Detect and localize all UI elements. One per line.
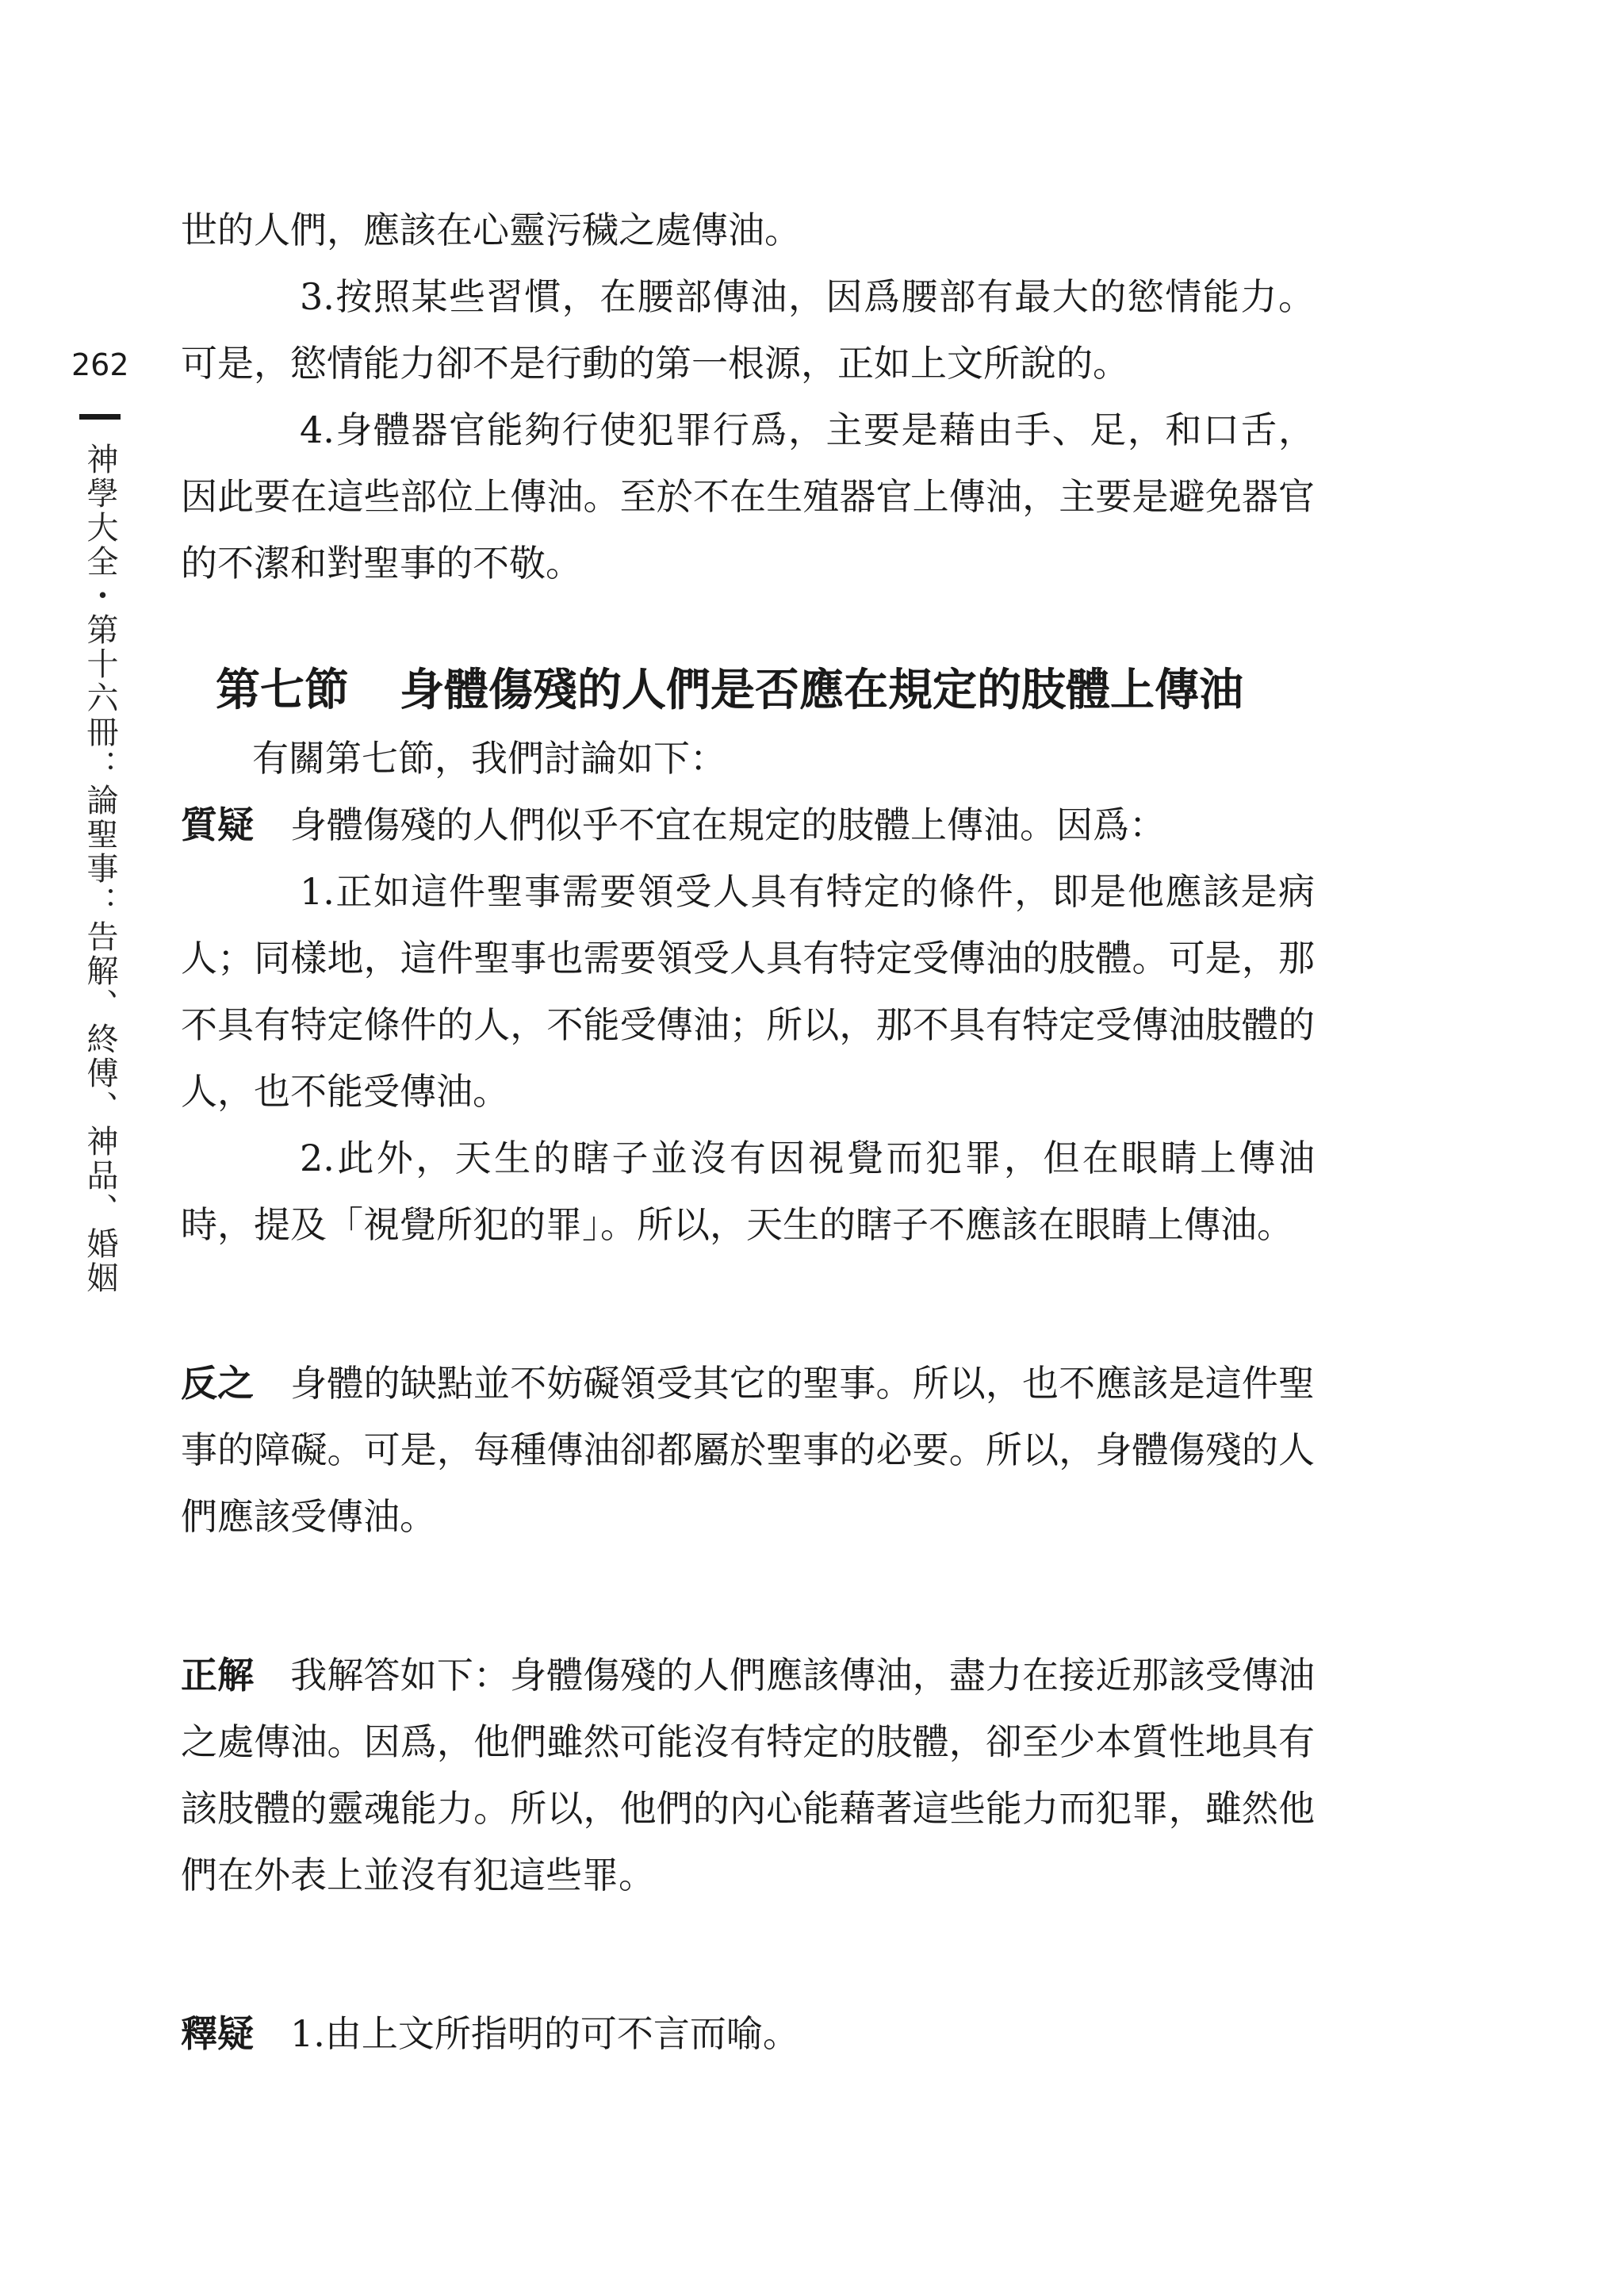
objection-2: 2.此外，天生的瞎子並沒有因視覺而犯罪，但在眼睛上傳油時，提及「視覺所犯的罪」。所以，天生的瞎子不應該在眼睛上傳油。 bbox=[181, 1137, 1315, 1246]
contrary-text: 身體的缺點並不妨礙領受其它的聖事。所以，也不應該是這件聖事的障礙。可是，每種傳油卻都屬於聖事的必要。所以，身體傷殘的人們應該受傳油。 bbox=[181, 1362, 1316, 1538]
replies-label: 釋疑 bbox=[181, 2012, 254, 2055]
paragraph-point-3: 3.按照某些習慣，在腰部傳油，因爲腰部有最大的慾情能力。可是，慾情能力卻不是行動的第一根源，正如上文所說的。 bbox=[181, 275, 1315, 385]
answer-label: 正解 bbox=[181, 1654, 255, 1697]
section-title: 身體傷殘的人們是否應在規定的肢體上傳油 bbox=[400, 664, 1243, 716]
answer-text: 我解答如下：身體傷殘的人們應該傳油，盡力在接近那該受傳油之處傳油。因爲，他們雖然可能沒有特定的肢體，卻至少本質性地具有該肢體的靈魂能力。所以，他們的內心能藉著這些能力而犯罪，雖然他們在外表上並沒有犯這些罪。 bbox=[181, 1654, 1316, 1896]
running-title: 神學大全・第十六冊：論聖事：告解、終傅、神品、婚姻 bbox=[82, 443, 118, 1295]
objections-lead-text: 身體傷殘的人們似乎不宜在規定的肢體上傳油。因爲： bbox=[290, 803, 1166, 846]
page-number: 262 bbox=[71, 347, 129, 382]
objection-1: 1.正如這件聖事需要領受人具有特定的條件，即是他應該是病人；同樣地，這件聖事也需要領受人具有特定受傳油的肢體。可是，那不具有特定條件的人，不能受傳油；所以，那不具有特定受傳油肢體的人，也不能受傳油。 bbox=[181, 870, 1315, 1113]
paragraph-point-4: 4.身體器官能夠行使犯罪行爲，主要是藉由手、足，和口舌，因此要在這些部位上傳油。至於不在生殖器官上傳油，主要是避免器官的不潔和對聖事的不敬。 bbox=[181, 408, 1315, 585]
contrary-label: 反之 bbox=[181, 1362, 255, 1405]
section-heading bbox=[181, 657, 1315, 723]
paragraph-continuation: 世的人們，應該在心靈污穢之處傳油。 bbox=[181, 209, 801, 251]
page-number-rule bbox=[79, 414, 121, 420]
replies-paragraph bbox=[181, 2000, 1315, 2067]
section-number: 第七節 bbox=[216, 664, 349, 716]
page-content bbox=[181, 197, 1315, 2067]
objections-lead bbox=[181, 792, 1315, 858]
answer-paragraph bbox=[181, 1642, 1315, 1908]
objections-label: 質疑 bbox=[181, 803, 254, 846]
contrary-paragraph bbox=[181, 1350, 1315, 1550]
reply-1: 1.由上文所指明的可不言而喻。 bbox=[290, 2012, 799, 2055]
section-intro: 有關第七節，我們討論如下： bbox=[252, 737, 726, 780]
